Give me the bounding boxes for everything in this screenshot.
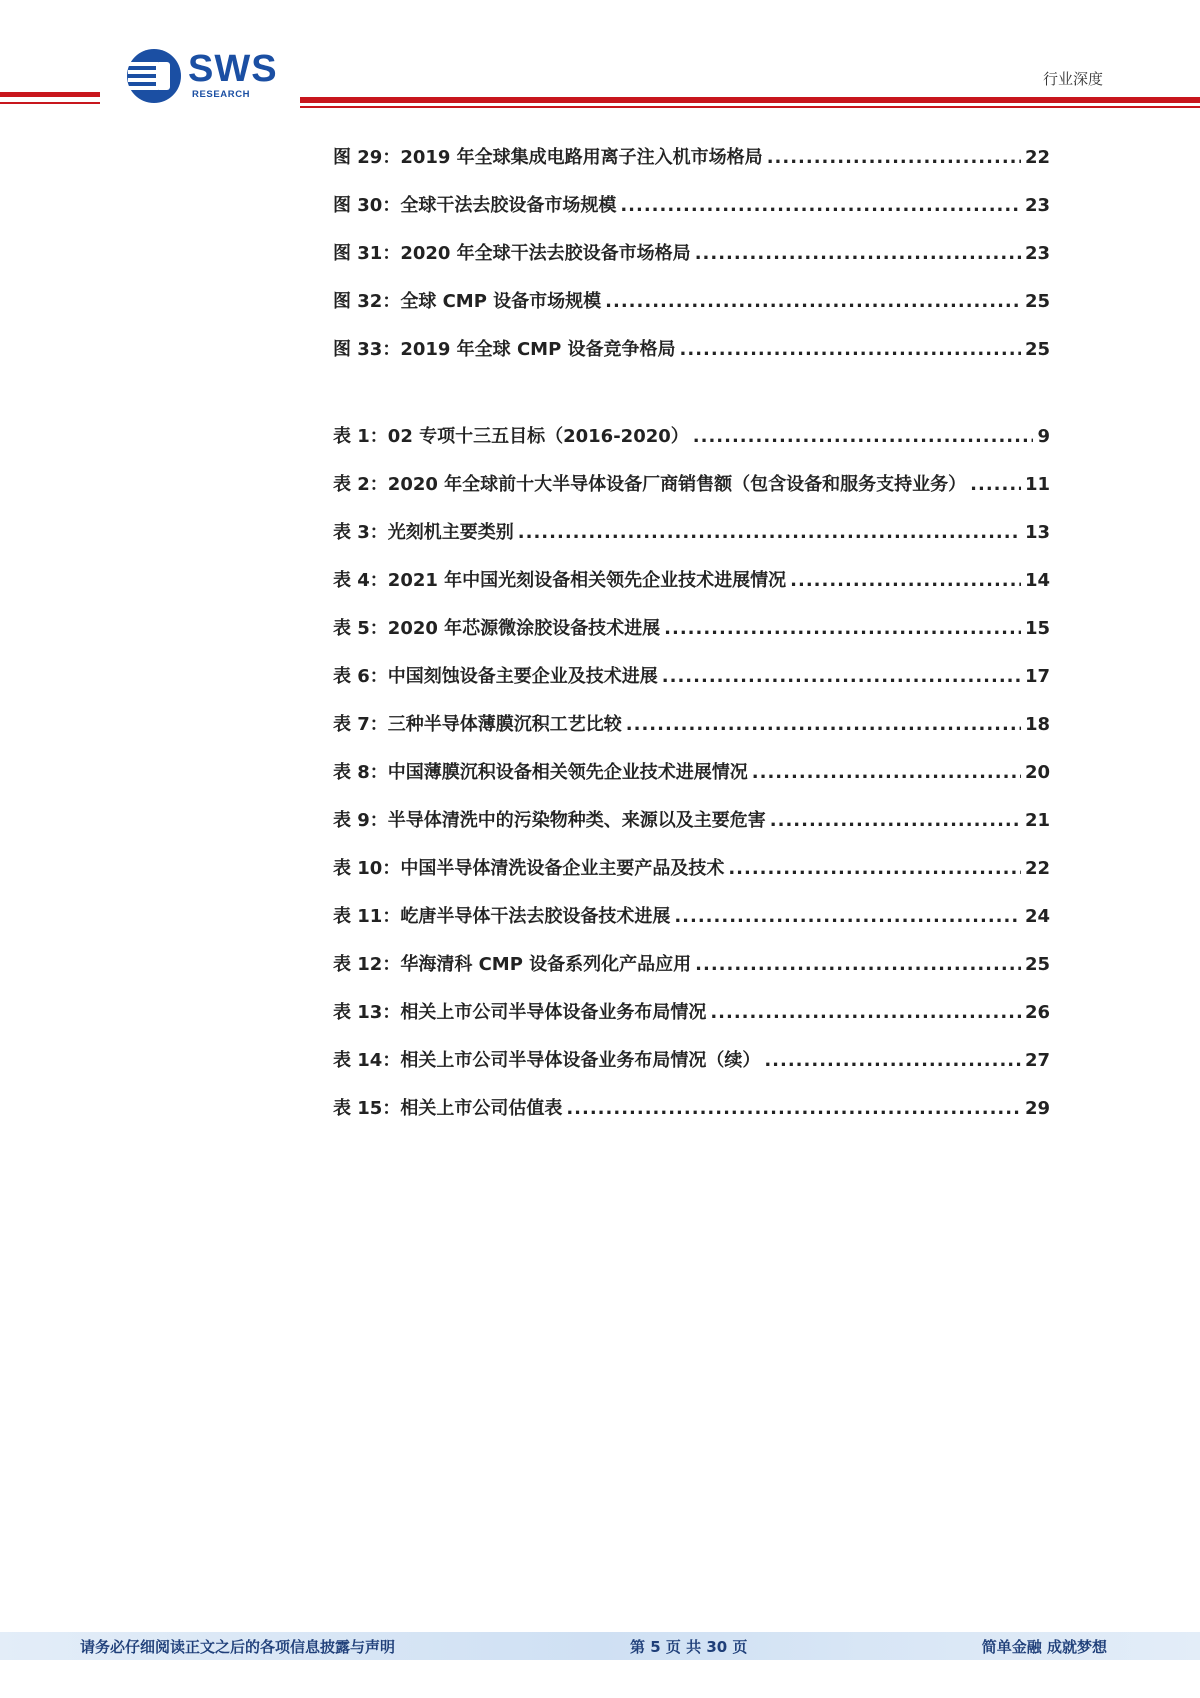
table-entry-label: 表 5：2020 年芯源微涂胶设备技术进展: [333, 618, 661, 639]
table-entry-page: 20: [1024, 762, 1050, 783]
figure-entry-label: 图 33：2019 年全球 CMP 设备竞争格局: [333, 339, 676, 360]
table-entry-label: 表 1：02 专项十三五目标（2016-2020）: [333, 426, 689, 447]
dot-leader: [566, 1098, 1021, 1119]
figure-entry-page: 22: [1024, 147, 1050, 168]
table-entry-page: 22: [1024, 858, 1050, 879]
table-entry-label: 表 10：中国半导体清洗设备企业主要产品及技术: [333, 858, 725, 879]
report-category: 行业深度: [1042, 70, 1103, 88]
table-entry-page: 27: [1024, 1050, 1050, 1071]
figure-entry-page: 23: [1024, 195, 1050, 216]
table-entry-label: 表 2：2020 年全球前十大半导体设备厂商销售额（包含设备和服务支持业务）: [333, 474, 967, 495]
dot-leader: [620, 195, 1021, 216]
figure-entry[interactable]: [333, 335, 1050, 383]
dot-leader: [752, 762, 1021, 783]
table-entry-label: 表 3：光刻机主要类别: [333, 522, 514, 543]
table-entry-label: 表 11：屹唐半导体干法去胶设备技术进展: [333, 906, 671, 927]
logo-text: SWS: [188, 48, 278, 90]
table-entry-label: 表 9：半导体清洗中的污染物种类、来源以及主要危害: [333, 810, 766, 831]
table-entry-label: 表 8：中国薄膜沉积设备相关领先企业技术进展情况: [333, 762, 748, 783]
figure-entry-label: 图 29：2019 年全球集成电路用离子注入机市场格局: [333, 147, 763, 168]
dot-leader: [695, 954, 1021, 975]
table-entry[interactable]: [333, 710, 1050, 758]
table-entry-page: 25: [1024, 954, 1050, 975]
table-entry[interactable]: [333, 614, 1050, 662]
table-entry-label: 表 7：三种半导体薄膜沉积工艺比较: [333, 714, 622, 735]
dot-leader: [693, 426, 1034, 447]
dot-leader: [664, 618, 1021, 639]
table-entry-page: 11: [1024, 474, 1050, 495]
dot-leader: [770, 810, 1021, 831]
dot-leader: [767, 147, 1021, 168]
figure-entry-label: 图 32：全球 CMP 设备市场规模: [333, 291, 602, 312]
dot-leader: [605, 291, 1021, 312]
dot-leader: [710, 1002, 1021, 1023]
table-entry-label: 表 6：中国刻蚀设备主要企业及技术进展: [333, 666, 658, 687]
table-entry-label: 表 13：相关上市公司半导体设备业务布局情况: [333, 1002, 707, 1023]
table-entry[interactable]: [333, 470, 1050, 518]
table-entry-page: 17: [1024, 666, 1050, 687]
footer-disclaimer: 请务必仔细阅读正文之后的各项信息披露与声明: [80, 1638, 396, 1656]
header-rule-right-thin: [300, 106, 1200, 108]
dot-leader: [626, 714, 1021, 735]
dot-leader: [680, 339, 1021, 360]
table-entry-page: 24: [1024, 906, 1050, 927]
table-entry[interactable]: [333, 566, 1050, 614]
table-entry[interactable]: [333, 950, 1050, 998]
table-entry-label: 表 12：华海清科 CMP 设备系列化产品应用: [333, 954, 692, 975]
figure-entry-label: 图 30：全球干法去胶设备市场规模: [333, 195, 617, 216]
table-entry[interactable]: [333, 518, 1050, 566]
dot-leader: [518, 522, 1021, 543]
dot-leader: [662, 666, 1021, 687]
header-rule-right: [300, 97, 1200, 103]
table-entry-label: 表 14：相关上市公司半导体设备业务布局情况（续）: [333, 1050, 761, 1071]
table-entry-label: 表 4：2021 年中国光刻设备相关领先企业技术进展情况: [333, 570, 787, 591]
table-entry-page: 29: [1024, 1098, 1050, 1119]
table-entry-page: 15: [1024, 618, 1050, 639]
figure-entry-label: 图 31：2020 年全球干法去胶设备市场格局: [333, 243, 691, 264]
table-entry[interactable]: [333, 806, 1050, 854]
table-entry-page: 21: [1024, 810, 1050, 831]
dot-leader: [790, 570, 1021, 591]
sws-logo: [126, 46, 276, 108]
table-entry[interactable]: [333, 662, 1050, 710]
table-entry[interactable]: [333, 422, 1050, 470]
header-rule-left-thin: [0, 102, 100, 104]
figure-entry-page: 25: [1024, 339, 1050, 360]
table-entry[interactable]: [333, 1046, 1050, 1094]
dot-leader: [764, 1050, 1021, 1071]
table-entry[interactable]: [333, 902, 1050, 950]
table-entry-page: 13: [1024, 522, 1050, 543]
table-entry[interactable]: [333, 1094, 1050, 1142]
figure-entry[interactable]: [333, 191, 1050, 239]
table-entry[interactable]: [333, 758, 1050, 806]
dot-leader: [728, 858, 1021, 879]
figure-entry[interactable]: [333, 287, 1050, 335]
table-entry-page: 26: [1024, 1002, 1050, 1023]
table-entry[interactable]: [333, 998, 1050, 1046]
footer-slogan: 简单金融 成就梦想: [981, 1638, 1107, 1656]
figure-entry[interactable]: [333, 143, 1050, 191]
sws-logo-icon: [126, 48, 182, 104]
table-entry-label: 表 15：相关上市公司估值表: [333, 1098, 563, 1119]
table-entry-page: 14: [1024, 570, 1050, 591]
footer-page-info: 第 5 页 共 30 页: [630, 1638, 748, 1656]
table-entry-page: 9: [1037, 426, 1050, 447]
table-entry[interactable]: [333, 854, 1050, 902]
figure-list: [333, 143, 1050, 383]
dot-leader: [970, 474, 1021, 495]
figure-entry-page: 25: [1024, 291, 1050, 312]
header-rule-left: [0, 92, 100, 97]
figure-entry-page: 23: [1024, 243, 1050, 264]
figure-entry[interactable]: [333, 239, 1050, 287]
table-entry-page: 18: [1024, 714, 1050, 735]
logo-subtext: RESEARCH: [192, 89, 251, 100]
table-list: [333, 422, 1050, 1142]
dot-leader: [674, 906, 1021, 927]
dot-leader: [695, 243, 1021, 264]
